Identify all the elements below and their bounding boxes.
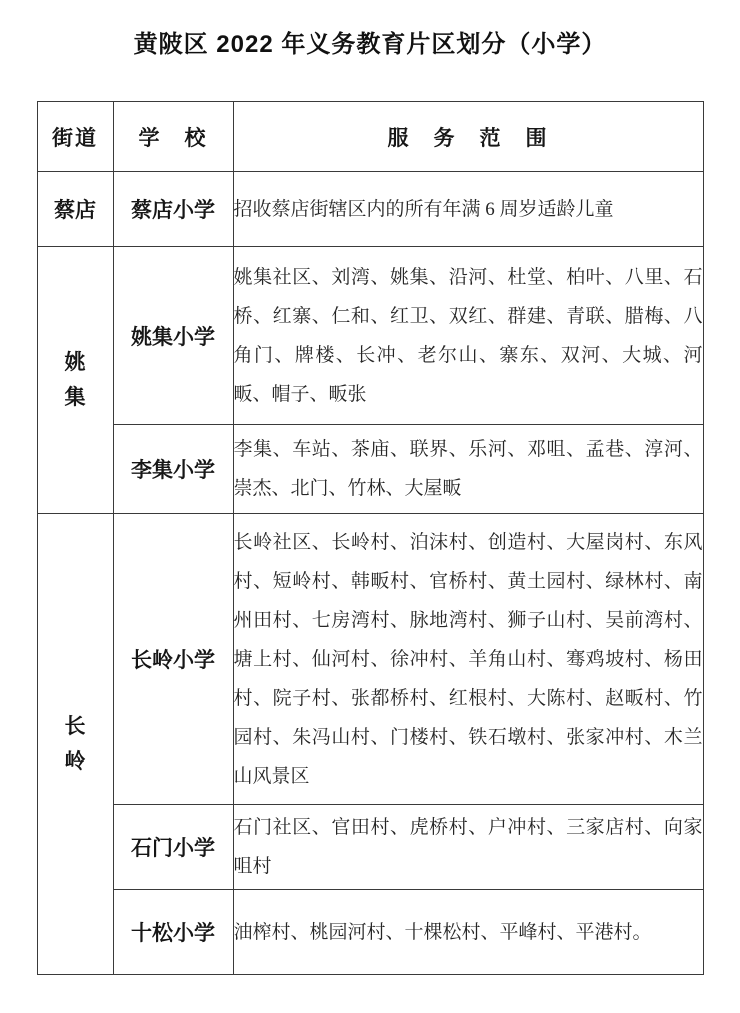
page-title: 黄陂区 2022 年义务教育片区划分（小学） — [133, 31, 607, 58]
school-cell: 十松小学 — [113, 890, 233, 975]
district-table — [37, 101, 704, 975]
street-char: 姚 — [64, 350, 86, 374]
table-row — [37, 425, 703, 514]
school-cell: 蔡店小学 — [113, 172, 233, 247]
range-cell: 长岭社区、长岭村、泊沫村、创造村、大屋岗村、东风村、短岭村、韩畈村、官桥村、黄土园村、绿林村、南州田村、七房湾村、脉地湾村、狮子山村、吴前湾村、塘上村、仙河村、徐冲村、羊角山村、骞鸡坡村、杨田村、院子村、张都桥村、红根村、大陈村、赵畈村、竹园村、朱冯山村、门楼村、铁石墩村、张家冲村、木兰山风景区 — [233, 514, 703, 805]
range-cell: 招收蔡店街辖区内的所有年满 6 周岁适龄儿童 — [233, 172, 703, 247]
header-street: 街道 — [37, 102, 113, 172]
header-service-range: 服 务 范 围 — [233, 102, 703, 172]
street-cell: 蔡店 — [37, 172, 113, 247]
street-char: 岭 — [64, 750, 86, 773]
street-char: 集 — [64, 386, 86, 409]
street-cell — [37, 514, 113, 975]
street-cell — [37, 247, 113, 514]
school-cell: 姚集小学 — [113, 247, 233, 425]
school-cell: 长岭小学 — [113, 514, 233, 805]
school-cell: 石门小学 — [113, 805, 233, 890]
header-school: 学 校 — [113, 102, 233, 172]
table-row — [37, 247, 703, 425]
table-header-row — [37, 102, 703, 172]
table-row — [37, 514, 703, 805]
range-cell: 油榨村、桃园河村、十棵松村、平峰村、平港村。 — [233, 890, 703, 975]
table-row — [37, 172, 703, 247]
range-cell: 石门社区、官田村、虎桥村、户冲村、三家店村、向家咀村 — [233, 805, 703, 890]
table-row — [37, 890, 703, 975]
range-cell: 姚集社区、刘湾、姚集、沿河、杜堂、柏叶、八里、石桥、红寨、仁和、红卫、双红、群建、青联、腊梅、八角门、牌楼、长冲、老尔山、寨东、双河、大城、河畈、帽子、畈张 — [233, 247, 703, 425]
school-cell: 李集小学 — [113, 425, 233, 514]
table-row — [37, 805, 703, 890]
table-body — [37, 172, 703, 975]
range-cell: 李集、车站、茶庙、联界、乐河、邓咀、孟巷、淳河、崇杰、北门、竹林、大屋畈 — [233, 425, 703, 514]
street-char: 长 — [64, 714, 86, 738]
